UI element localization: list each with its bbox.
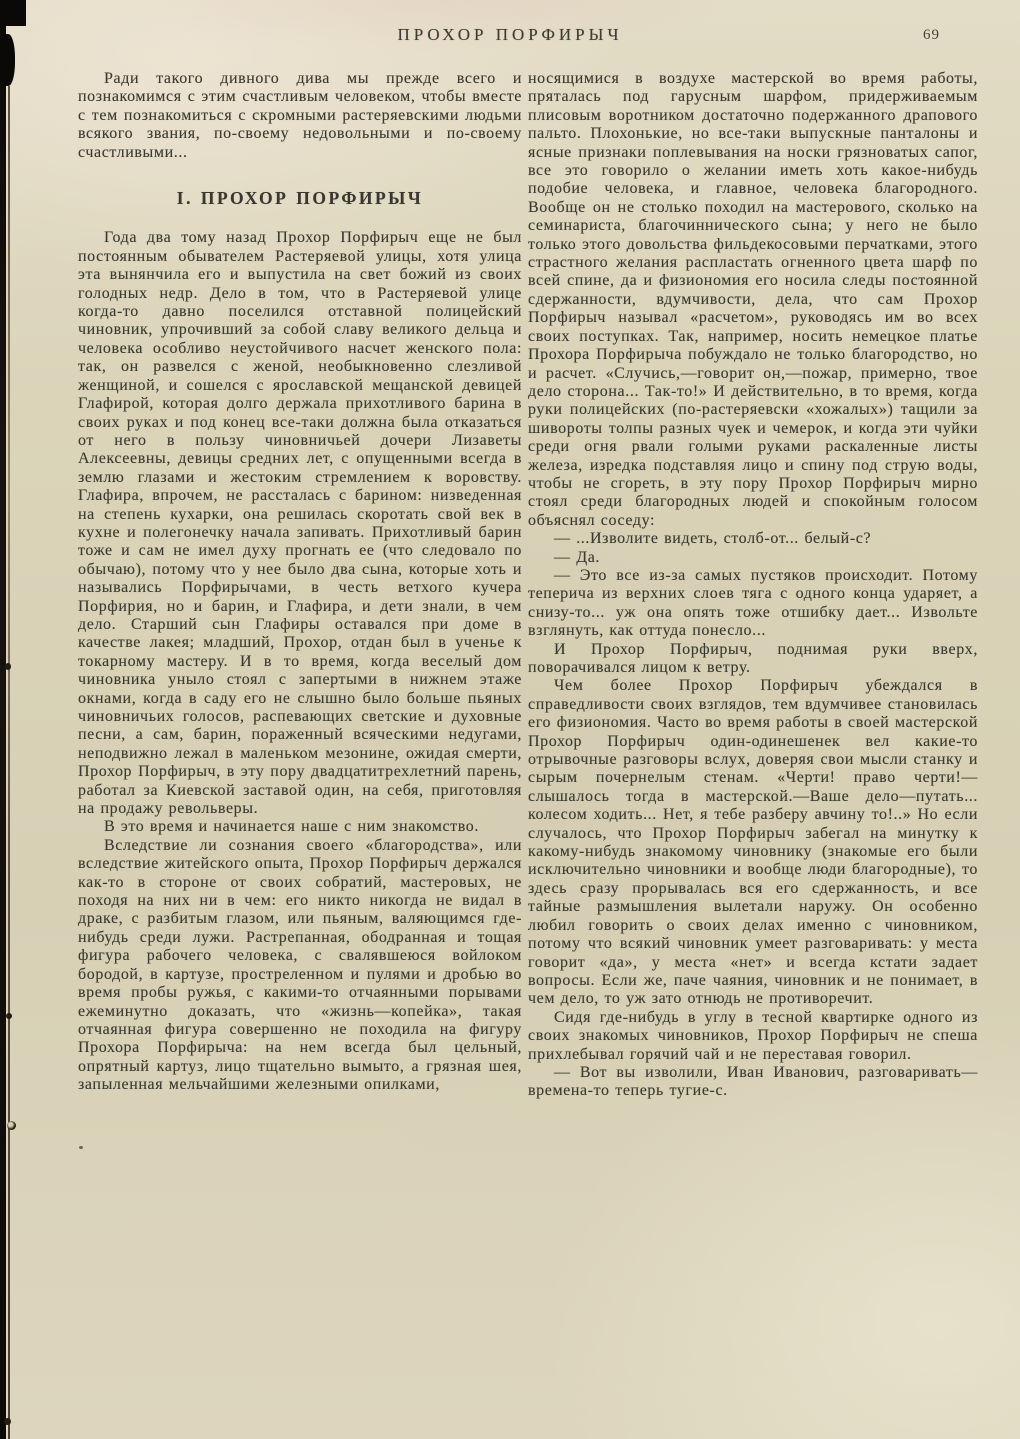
paragraph: В это время и начинается наше с ним знакомство.	[104, 818, 480, 836]
paragraph: И Прохор Порфирыч, поднимая руки вверх, поворачивался лицом к ветру.	[528, 640, 978, 676]
running-header	[0, 25, 1020, 45]
dialogue-line: — ...Изволите видеть, столб-от... белый-с?	[554, 530, 872, 548]
scan-speck	[79, 1146, 83, 1149]
page-number: 69	[923, 27, 940, 43]
left-column	[78, 70, 522, 1095]
dialogue-line: — Это все из-за самых пустяков происходит. Потому теперича из верхних слоев тяга с одного конца ударяет, а снизу-то... уж она опять тоже отшибку дает... Извольте взглянуть, как оттуда понесло...	[528, 566, 978, 640]
paragraph: Вследствие ли сознания своего «благородства», или вследствие житейского опыта, Прохор Порфирыч держался как-то в стороне от своих собратий, мастеровых, не походя на них ни в чем: его никто никогда не видал в драке, с разбитым глазом, или пьяным, валяющимся где-нибудь среди лужи. Растрепанная, ободранная и тощая фигура рабочего человека, с свалявшеюся войлоком бородой, в картузе, простреленном и пулями и дробью во время пробы ружья, с какими-то отчаянными порывами ежеминутно доказать, что «жизнь—копейка», такая отчаянная фигура совершенно не походила на фигуру Прохора Порфирыча: на нем всегда был цельный, опрятный картуз, лицо тщательно вымыто, а грязная шея, запыленная мельчайшими железными опилками,	[78, 836, 522, 1094]
paragraph: Сидя где-нибудь в углу в тесной квартирке одного из своих знакомых чиновников, Прохор Порфирыч не спеша прихлебывал горячий чай и не переставая говорил.	[528, 1008, 978, 1063]
right-column	[528, 70, 978, 1101]
page-fold-line	[8, 86, 10, 1439]
scan-speck	[7, 1121, 16, 1130]
intro-paragraph: Ради такого дивного дива мы прежде всего и познакомимся с этим счастливым человеком, чтобы вместе с тем познакомиться с скромными растеряевскими людьми всякого звания, по-своему недовольными и по-своему счастливыми...	[78, 70, 522, 161]
scan-speck	[6, 1013, 12, 1019]
scan-speck	[4, 1418, 11, 1425]
dialogue-line: — Да.	[554, 548, 601, 566]
scan-speck	[5, 663, 11, 670]
paragraph: Года два тому назад Прохор Порфирыч еще не был постоянным обывателем Растеряевой улицы, хотя улица эта вынянчила его и выпустила на свет божий из своих голодных недр. Дело в том, что в Растеряевой улице когда-то давно поселился отставной полицейский чиновник, упрочивший за собой славу великого дельца и человека особливо неустойчивого насчет женского пола: так, он развелся с женой, необыкновенно слезливой женщиной, и сошелся с ярославской мещанской девицей Глафирой, которая долго держала прихотливого барина в своих руках и под конец все-таки должна была отказаться от него в пользу чиновничьей дочери Лизаветы Алексеевны, девицы средних лет, с опущенными всегда в землю глазами и жестоким стремлением к воровству. Глафира, впрочем, не рассталась с барином: низведенная на степень кухарки, она решилась скоротать свой век в кухне и полегонечку начала запивать. Прихотливый барин тоже и сам не имел духу прогнать ее (что следовало по обычаю), потому что у нее было два сына, которые хоть и назывались Порфирычами, в честь ветхого кучера Порфирия, но и барин, и Глафира, и дети знали, в чем дело. Старший сын Глафиры оставался при доме в качестве лакея; младший, Прохор, отдан был в ученье к токарному мастеру. И в то время, когда веселый дом чиновника уныло стоял с запертыми в нижнем этаже окнами, когда в саду его не слышно было больше пьяных чиновничьих голосов, распевающих светские и духовные песни, а сам, барин, пораженный всяческими недугами, неподвижно лежал в маленьком мезонине, ожидая смерти, Прохор Порфирыч, в эту пору двадцатитрехлетний парень, работал за Киевской заставой один, на себя, приготовляя на продажу револьверы.	[78, 229, 522, 818]
binding-edge	[0, 0, 6, 1439]
dialogue-line: — Вот вы изволили, Иван Иванович, разговаривать—времена-то теперь тугие-с.	[528, 1063, 978, 1100]
paragraph: Чем более Прохор Порфирыч убеждался в справедливости своих взглядов, тем вдумчивее становилась его физиономия. Часто во время работы в своей мастерской Прохор Порфирыч один-одинешенек вел какие-то отрывочные разговоры вслух, доверяя свои мысли станку и сырым почернелым стенам. «Черти! право черти!—слышалось тогда в мастерской.—Ваше дело—путать... колесом ходить... Нет, я тебе разберу авчину то!..» Но если случалось, что Прохор Порфирыч забегал на минутку к какому-нибудь знакомому чиновнику (знакомые его были исключительно чиновники и вообще люди благородные), то здесь сразу прорывалась вся его сдержанность, и все тайные размышления вылетали наружу. Он особенно любил говорить о своих делах именно с чиновником, потому что всякий чиновник умеет разговаривать: у места говорит «да», у места «нет» и всегда кстати задает вопросы. Если же, паче чаяния, чиновник и не понимает, в чем дело, то уж зато отнюдь не противоречит.	[528, 677, 978, 1008]
scan-corner-mark	[0, 0, 26, 26]
paragraph: носящимися в воздухе мастерской во время работы, пряталась под гарусным шарфом, придерживаемым плисовым воротником достаточно подержанного драпового пальто. Плохонькие, но все-таки выпускные панталоны и ясные признаки поплевывания на носки грязноватых сапог, все это говорило о желании иметь хоть какое-нибудь подобие человека, и главное, человека благородного. Вообще он не столько походил на мастерового, сколько на семинариста, благочиннического сына; у него не было только этого довольства фильдекосовыми перчатками, этого страстного желания распластать огненного цвета шарф по всей спине, да и физиономия его носила следы постоянной сдержанности, вдумчивости, дела, что сам Прохор Порфирыч называл «расчетом», руководясь им во всех своих поступках. Так, например, носить немецкое платье Прохора Порфирыча побуждало не только благородство, но и расчет. «Случись,—говорит он,—пожар, примерно, твое дело сторона... Так-то!» И действительно, в то время, когда руки полицейских (по-растеряевски «хожалых») тащили за шивороты толпы разных чуек и чемерок, и когда эти чуйки среди огня рвали голыми руками раскаленные листы железа, изредка подставляя лицо и спину под струю воды, чтобы не сгореть, в эту пору Прохор Порфирыч мирно стоял среди благородных людей и спокойным голосом объяснял соседу:	[528, 70, 978, 529]
running-header-title: ПРОХОР ПОРФИРЫЧ	[397, 25, 623, 44]
section-heading: I. ПРОХОР ПОРФИРЫЧ	[176, 188, 424, 209]
